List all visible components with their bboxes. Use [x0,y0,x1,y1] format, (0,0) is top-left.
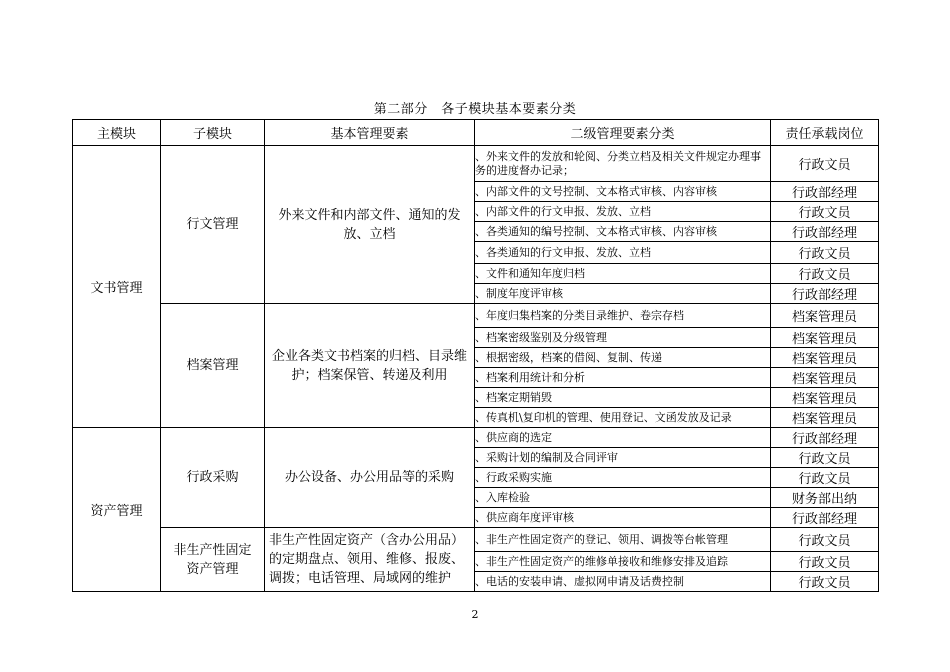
header-sub-module: 子模块 [161,120,265,146]
role-cell: 档案管理员 [771,348,879,368]
role-cell: 行政文员 [771,264,879,284]
role-cell: 行政文员 [771,146,879,182]
secondary-element-cell: 、外来文件的发放和轮阅、分类立档及相关文件规定办理事务的进度督办记录； [475,146,771,182]
table-row [73,146,879,182]
role-cell: 行政文员 [771,202,879,222]
role-cell: 行政部经理 [771,284,879,304]
secondary-element-cell: 、根据密级，档案的借阅、复制、传递 [475,348,771,368]
role-cell: 行政文员 [771,552,879,572]
basic-element-cell: 外来文件和内部文件、通知的发放、立档 [265,146,475,304]
secondary-element-cell: 、供应商的选定 [475,428,771,448]
role-cell: 档案管理员 [771,304,879,328]
secondary-element-cell: 、电话的安装申请、虚拟网申请及话费控制 [475,572,771,592]
header-main-module: 主模块 [73,120,161,146]
page-number: 2 [471,608,479,621]
role-cell: 行政部经理 [771,428,879,448]
header-responsible-post: 责任承载岗位 [771,120,879,146]
role-cell: 档案管理员 [771,328,879,348]
secondary-element-cell: 、入库检验 [475,488,771,508]
table-row [73,304,879,328]
basic-element-cell: 企业各类文书档案的归档、目录维护；档案保管、转递及利用 [265,304,475,428]
role-cell: 行政文员 [771,528,879,552]
secondary-element-cell: 、非生产性固定资产的维修单接收和维修安排及追踪 [475,552,771,572]
page-title: 第二部分 各子模块基本要素分类 [373,102,577,117]
secondary-element-cell: 、内部文件的行文申报、发放、立档 [475,202,771,222]
role-cell: 档案管理员 [771,408,879,428]
basic-element-cell: 非生产性固定资产（含办公用品）的定期盘点、领用、维修、报废、调拨；电话管理、局域网的维护 [265,528,475,592]
role-cell: 行政文员 [771,468,879,488]
secondary-element-cell: 、各类通知的编号控制、文本格式审核、内容审核 [475,222,771,242]
table-header-row [73,120,879,146]
role-cell: 行政部经理 [771,182,879,202]
secondary-element-cell: 、档案密级鉴别及分级管理 [475,328,771,348]
secondary-element-cell: 、内部文件的文号控制、文本格式审核、内容审核 [475,182,771,202]
secondary-element-cell: 、各类通知的行文申报、发放、立档 [475,242,771,264]
role-cell: 行政部经理 [771,508,879,528]
role-cell: 行政文员 [771,242,879,264]
main-module-cell: 文书管理 [73,146,161,428]
table-row [73,428,879,448]
header-secondary-elements: 二级管理要素分类 [475,120,771,146]
role-cell: 财务部出纳 [771,488,879,508]
secondary-element-cell: 、非生产性固定资产的登记、领用、调拨等台帐管理 [475,528,771,552]
header-basic-elements: 基本管理要素 [265,120,475,146]
role-cell: 行政文员 [771,572,879,592]
role-cell: 档案管理员 [771,368,879,388]
secondary-element-cell: 、采购计划的编制及合同评审 [475,448,771,468]
secondary-element-cell: 、文件和通知年度归档 [475,264,771,284]
role-cell: 档案管理员 [771,388,879,408]
secondary-element-cell: 、年度归集档案的分类目录维护、卷宗存档 [475,304,771,328]
secondary-element-cell: 、档案定期销毁 [475,388,771,408]
secondary-element-cell: 、供应商年度评审核 [475,508,771,528]
basic-element-cell: 办公设备、办公用品等的采购 [265,428,475,528]
sub-module-cell: 档案管理 [161,304,265,428]
sub-module-cell: 行文管理 [161,146,265,304]
sub-module-cell: 非生产性固定资产管理 [161,528,265,592]
secondary-element-cell: 、制度年度评审核 [475,284,771,304]
element-classification-table [72,119,879,592]
secondary-element-cell: 、传真机\复印机的管理、使用登记、文函发放及记录 [475,408,771,428]
sub-module-cell: 行政采购 [161,428,265,528]
role-cell: 行政部经理 [771,222,879,242]
secondary-element-cell: 、行政采购实施 [475,468,771,488]
table-row [73,528,879,552]
main-module-cell: 资产管理 [73,428,161,592]
role-cell: 行政文员 [771,448,879,468]
secondary-element-cell: 、档案利用统计和分析 [475,368,771,388]
